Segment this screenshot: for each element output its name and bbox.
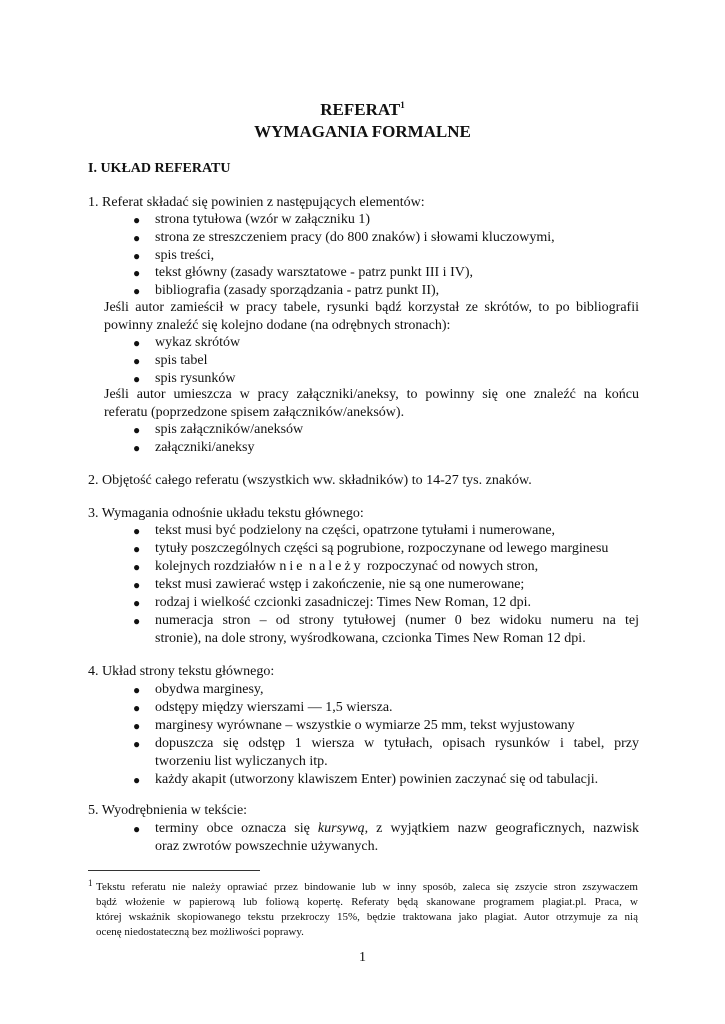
list-item: bibliografia (zasady sporządzania - patrz punkt II), (155, 283, 440, 298)
document-subtitle: WYMAGANIA FORMALNE (254, 122, 471, 141)
bullet-icon: ● (133, 524, 141, 538)
footnote-divider (88, 870, 260, 871)
list-item: strona tytułowa (wzór w załączniku 1) (155, 212, 370, 227)
bullet-icon: ● (133, 354, 141, 368)
bullet-icon: ● (133, 701, 141, 715)
document-title: REFERAT$^1$ (320, 100, 405, 119)
bullet-icon: ● (133, 822, 141, 836)
footnote-reference: 1 (400, 100, 405, 110)
list-item: załączniki/aneksy (155, 440, 255, 455)
bullet-icon: ● (133, 596, 141, 610)
bullet-icon: ● (133, 266, 141, 280)
list-item: tytuły poszczególnych części są pogrubione, rozpoczynane od lewego marginesu (155, 541, 609, 556)
list-item: wykaz skrótów (155, 335, 241, 350)
bullet-icon: ● (133, 560, 141, 574)
point-3-lead: 3. Wymagania odnośnie układu tekstu głównego: (88, 506, 364, 521)
footnote-line: Tekstu referatu nie należy oprawiać przez bindowanie lub w inny sposób, zaleca się zszycie stron zszywaczem (96, 881, 638, 893)
list-item: każdy akapit (utworzony klawiszem Enter) powinien zaczynać się od tabulacji. (155, 772, 599, 787)
list-item: odstępy między wierszami — 1,5 wiersza. (155, 700, 393, 715)
list-item: spis treści, (155, 248, 215, 263)
list-item: spis rysunków (155, 371, 236, 386)
list-item: terminy obce oznacza się kursywą, z wyjątkiem nazw geograficznych, nazwisk (155, 821, 640, 836)
list-item: tekst główny (zasady warsztatowe - patrz punkt III i IV), (155, 265, 474, 280)
list-item: numeracja stron – od strony tytułowej (numer 0 bez widoku numeru na tej (155, 613, 639, 628)
list-item-continuation: tworzeniu list wyliczanych itp. (155, 754, 328, 769)
list-item: strona ze streszczeniem pracy (do 800 znaków) i słowami kluczowymi, (155, 230, 555, 245)
bullet-icon: ● (133, 578, 141, 592)
footnote-line: bądź włożenie w papierową lub foliową kopertę. Referaty będą skanowane programem plagiat.pl. Praca, w (96, 896, 638, 908)
bullet-icon: ● (133, 284, 141, 298)
footnote-line: ocenę niedostateczną bez możliwości poprawy. (96, 926, 304, 938)
bullet-icon: ● (133, 737, 141, 751)
bullet-icon: ● (133, 213, 141, 227)
bullet-icon: ● (133, 336, 141, 350)
paragraph-line: referatu (poprzedzone spisem załączników/aneksów). (104, 405, 405, 420)
bullet-icon: ● (133, 773, 141, 787)
list-item: spis załączników/aneksów (155, 422, 304, 437)
paragraph-line: Jeśli autor zamieścił w pracy tabele, rysunki bądź korzystał ze skrótów, to po bibliografii (104, 300, 639, 315)
footnote-line: której wskaźnik skopiowanego tekstu przekroczy 15%, będzie traktowana jako plagiat. Autor otrzymuje za nią (96, 911, 638, 923)
bullet-icon: ● (133, 231, 141, 245)
point-4-lead: 4. Układ strony tekstu głównego: (88, 664, 275, 679)
bullet-icon: ● (133, 372, 141, 386)
bullet-icon: ● (133, 423, 141, 437)
paragraph-line: powinny znaleźć się kolejno dodane (na odrębnych stronach): (104, 318, 451, 333)
list-item: spis tabel (155, 353, 208, 368)
list-item: obydwa marginesy, (155, 682, 264, 697)
list-item: rodzaj i wielkość czcionki zasadniczej: Times New Roman, 12 dpi. (155, 595, 531, 610)
point-1-lead: 1. Referat składać się powinien z następujących elementów: (88, 195, 425, 210)
list-item: marginesy wyrównane – wszystkie o wymiarze 25 mm, tekst wyjustowany (155, 718, 575, 733)
bullet-icon: ● (133, 249, 141, 263)
bullet-icon: ● (133, 441, 141, 455)
bullet-icon: ● (133, 542, 141, 556)
list-item: tekst musi zawierać wstęp i zakończenie, nie są one numerowane; (155, 577, 525, 592)
bullet-icon: ● (133, 683, 141, 697)
list-item-continuation: stronie), na dole strony, wyśrodkowana, czcionka Times New Roman 12 dpi. (155, 631, 586, 646)
bullet-icon: ● (133, 719, 141, 733)
bullet-icon: ● (133, 614, 141, 628)
list-item: kolejnych rozdziałów nie należy rozpoczynać od nowych stron, (155, 559, 539, 574)
list-item: tekst musi być podzielony na części, opatrzone tytułami i numerowane, (155, 523, 556, 538)
list-item: dopuszcza się odstęp 1 wiersza w tytułach, opisach rysunków i tabel, przy (155, 736, 639, 751)
point-2: 2. Objętość całego referatu (wszystkich ww. składników) to 14-27 tys. znaków. (88, 473, 532, 488)
list-item-continuation: oraz zwrotów powszechnie używanych. (155, 839, 379, 854)
section-heading: I. UKŁAD REFERATU (88, 161, 231, 176)
page-number: 1 (359, 950, 366, 965)
point-5-lead: 5. Wyodrębnienia w tekście: (88, 803, 248, 818)
paragraph-line: Jeśli autor umieszcza w pracy załączniki/aneksy, to powinny się one znaleźć na końcu (104, 387, 639, 402)
footnote-mark: 1 (88, 878, 93, 888)
